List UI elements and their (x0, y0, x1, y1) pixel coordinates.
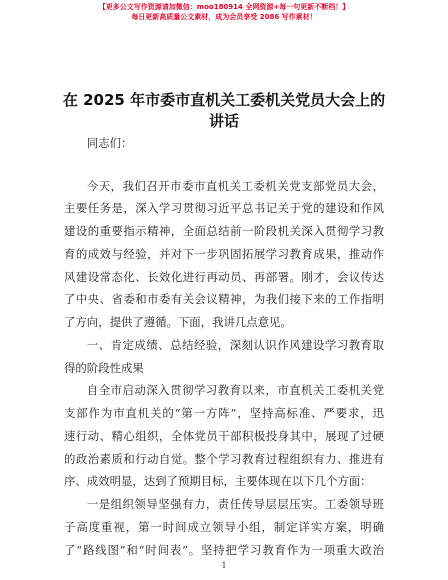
paragraph-line: 育的成效与经验，并对下一步巩固拓展学习教育成果，推动作 (64, 246, 384, 261)
paragraph-line: 建设的重要指示精神，全面总结前一阶段机关深入贯彻学习教 (64, 224, 384, 239)
opening-paragraph (64, 175, 384, 334)
salutation: 同志们： (86, 135, 133, 150)
title-line: 讲话 (208, 111, 239, 130)
notice-line-1: 【更多公文写作资源请加微信：moo180914 全网资源+每一句更新不断档！】 (98, 2, 350, 11)
paragraph-line: 风建设常态化、长效化进行再动员、再部署。刚才，会议传达 (64, 269, 384, 284)
paragraph-line: 一是组织领导坚强有力，责任传导层层压实。工委领导班 (86, 497, 384, 512)
section-paragraph-1 (64, 379, 384, 493)
paragraph-line: 支部作为市直机关的“第一方阵”，坚持高标准、严要求，迅 (64, 406, 384, 421)
section-paragraph-2 (64, 493, 384, 561)
paragraph-line: 的政治素质和行动自觉。整个学习教育过程组织有力、推进有 (64, 451, 384, 466)
section-heading (64, 334, 384, 380)
section-heading-line: 一、肯定成绩、总结经验，深刻认识作风建设学习教育取 (86, 337, 384, 352)
paragraph-line: 了“路线图”和“时间表”。坚持把学习教育作为一项重大政治 (64, 542, 384, 557)
title-line: 在 2025 年市委市直机关工委机关党员大会上的 (62, 90, 386, 109)
section-heading-line: 得的阶段性成果 (64, 360, 144, 375)
paragraph-line: 今天，我们召开市委市直机关工委机关党支部党员大会， (86, 178, 384, 193)
paragraph-line: 速行动、精心组织，全体党员干部积极投身其中，展现了过硬 (64, 428, 384, 443)
notice-line-2: 每日更新高质量公文素材，成为会员享受 2086 写作素材！ (131, 12, 317, 21)
document-title (0, 90, 448, 132)
paragraph-line: 自全市启动深入贯彻学习教育以来，市直机关工委机关党 (86, 383, 384, 398)
page-number: 1 (221, 561, 227, 570)
paragraph-line: 了方向，提供了遵循。下面，我讲几点意见。 (64, 315, 292, 330)
document-body (64, 175, 384, 562)
paragraph-line: 子高度重视，第一时间成立领导小组，制定详实方案，明确 (64, 519, 384, 534)
paragraph-line: 主要任务是，深入学习贯彻习近平总书记关于党的建设和作风 (64, 201, 384, 216)
paragraph-line: 序、成效明显，达到了预期目标，主要体现在以下几个方面： (64, 474, 372, 489)
paragraph-line: 了中央、省委和市委有关会议精神，为我们接下来的工作指明 (64, 292, 384, 307)
